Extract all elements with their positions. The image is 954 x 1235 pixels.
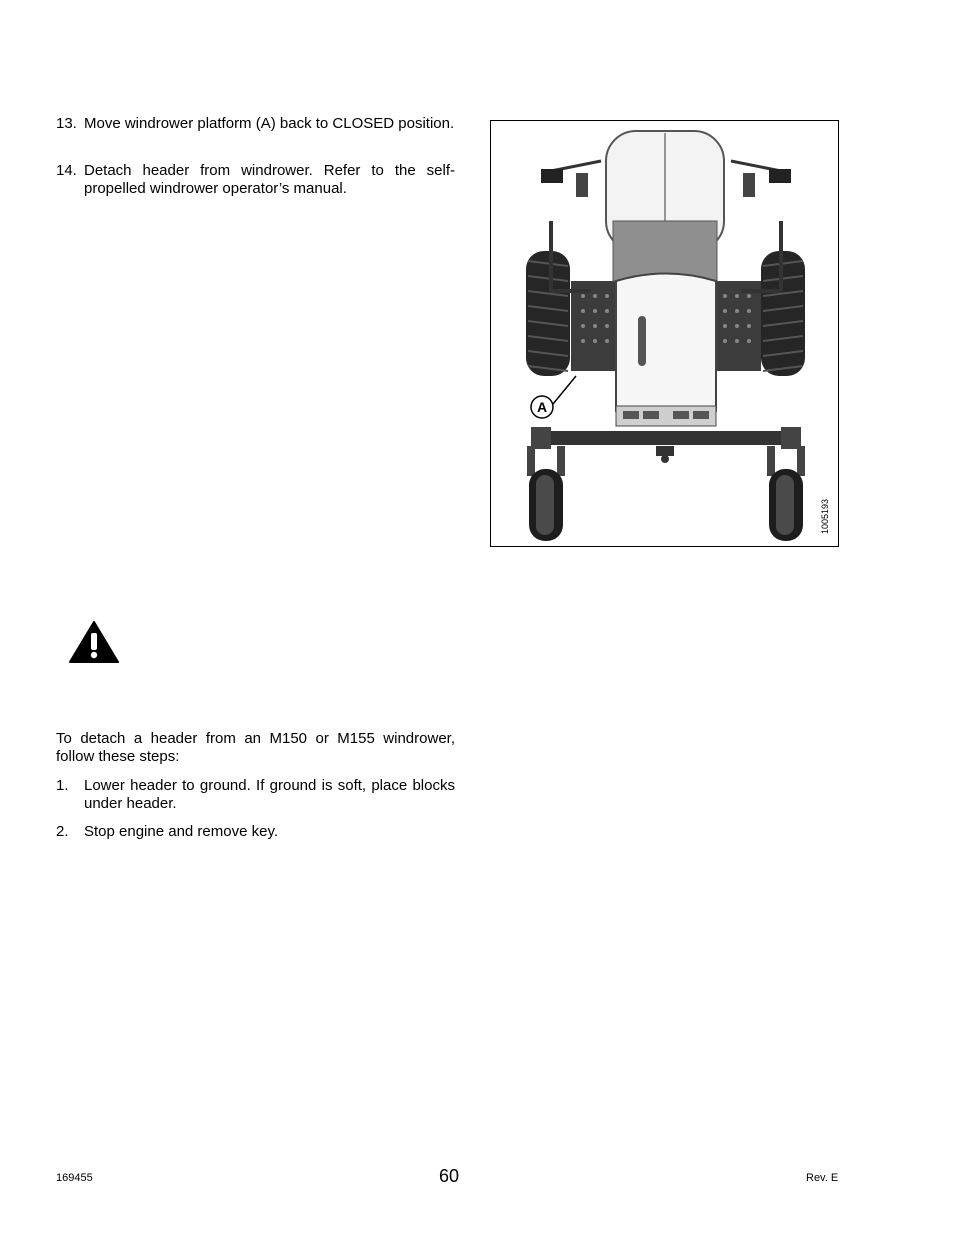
- windrower-figure: [490, 120, 839, 547]
- step-1: [56, 777, 455, 813]
- warning-triangle-icon: [68, 620, 120, 664]
- page-number: 60: [439, 1166, 460, 1186]
- step-number: 13.: [56, 115, 77, 132]
- step-13: [56, 115, 455, 133]
- step-text: Stop engine and remove key.: [84, 823, 279, 840]
- step-text: Detach header from windrower. Refer to the self-propelled windrower operator’s manual.: [84, 162, 455, 197]
- step-14: [56, 162, 455, 198]
- step-2: [56, 823, 455, 841]
- intro-paragraph: To detach a header from an M150 or M155 windrower, follow these steps:: [56, 730, 455, 765]
- callout-label: A: [536, 399, 548, 415]
- doc-number: 169455: [56, 1172, 93, 1184]
- step-number: 14.: [56, 162, 77, 179]
- figure-id: 1005193: [820, 498, 830, 534]
- step-number: 1.: [56, 777, 69, 794]
- step-text: Move windrower platform (A) back to CLOSED position.: [84, 115, 455, 132]
- step-text: Lower header to ground. If ground is soft, place blocks under header.: [84, 777, 455, 812]
- step-number: 2.: [56, 823, 69, 840]
- revision: Rev. E: [806, 1172, 839, 1184]
- windrower-top-view-illustration: [491, 121, 840, 548]
